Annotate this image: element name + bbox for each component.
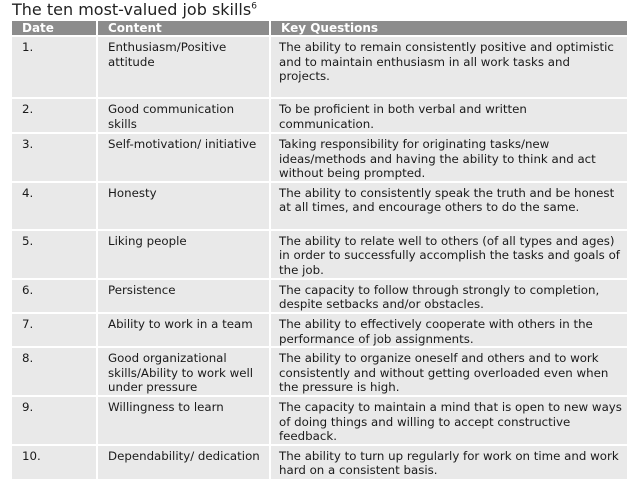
table-row	[12, 229, 627, 278]
row-description: The ability to consistently speak the truth and be honest at all times, and encourage others to do the same.	[271, 181, 627, 229]
row-skill: Dependability/ dedication	[98, 444, 271, 479]
table-row	[12, 132, 627, 181]
row-skill: Enthusiasm/Positive attitude	[98, 35, 271, 97]
row-number: 4.	[12, 181, 98, 229]
header-content: Content	[98, 21, 271, 35]
header-key-questions: Key Questions	[271, 21, 627, 35]
table-row	[12, 97, 627, 132]
row-description: The ability to remain consistently positive and optimistic and to maintain enthusiasm in all work tasks and projects.	[271, 35, 627, 97]
row-number: 3.	[12, 132, 98, 181]
row-description: Taking responsibility for originating tasks/new ideas/methods and having the ability to think and act without being prompted.	[271, 132, 627, 181]
row-number: 6.	[12, 278, 98, 312]
table-row	[12, 346, 627, 395]
document-title	[12, 0, 257, 20]
row-number: 10.	[12, 444, 98, 479]
job-skills-table	[12, 21, 627, 479]
row-number: 9.	[12, 395, 98, 444]
row-skill: Good communication skills	[98, 97, 271, 132]
row-description: The ability to organize oneself and others and to work consistently and without getting overloaded even when the pressure is high.	[271, 346, 627, 395]
row-description: The ability to turn up regularly for work on time and work hard on a consistent basis.	[271, 444, 627, 479]
row-skill: Self-motivation/ initiative	[98, 132, 271, 181]
row-skill: Persistence	[98, 278, 271, 312]
row-number: 8.	[12, 346, 98, 395]
row-number: 1.	[12, 35, 98, 97]
row-skill: Liking people	[98, 229, 271, 278]
row-number: 5.	[12, 229, 98, 278]
table-row	[12, 395, 627, 444]
table-row	[12, 278, 627, 312]
table-row	[12, 312, 627, 346]
header-date: Date	[12, 21, 98, 35]
row-description: The ability to effectively cooperate with others in the performance of job assignments.	[271, 312, 627, 346]
row-description: The capacity to follow through strongly to completion, despite setbacks and/or obstacles.	[271, 278, 627, 312]
row-skill: Ability to work in a team	[98, 312, 271, 346]
title-text: The ten most-valued job skills	[12, 0, 252, 19]
table-row	[12, 181, 627, 229]
row-skill: Good organizational skills/Ability to work well under pressure	[98, 346, 271, 395]
row-description: The capacity to maintain a mind that is open to new ways of doing things and willing to accept constructive feedback.	[271, 395, 627, 444]
row-skill: Honesty	[98, 181, 271, 229]
row-description: To be proficient in both verbal and written communication.	[271, 97, 627, 132]
table-row	[12, 35, 627, 97]
title-footnote: 6	[251, 1, 257, 12]
row-description: The ability to relate well to others (of all types and ages) in order to successfully accomplish the tasks and goals of the job.	[271, 229, 627, 278]
row-skill: Willingness to learn	[98, 395, 271, 444]
row-number: 2.	[12, 97, 98, 132]
table-header-row	[12, 21, 627, 35]
table-row	[12, 444, 627, 479]
row-number: 7.	[12, 312, 98, 346]
